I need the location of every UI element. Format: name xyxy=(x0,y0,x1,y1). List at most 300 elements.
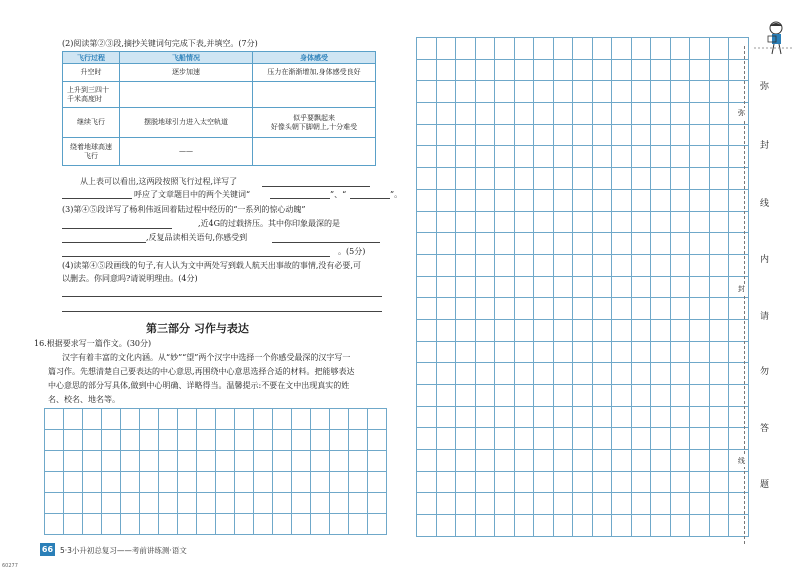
grid-cell[interactable] xyxy=(120,513,140,535)
grid-cell[interactable] xyxy=(310,492,330,514)
grid-cell[interactable] xyxy=(82,408,102,430)
grid-cell[interactable] xyxy=(416,276,437,299)
grid-cell[interactable] xyxy=(455,80,476,103)
grid-cell[interactable] xyxy=(158,450,178,472)
grid-cell[interactable] xyxy=(592,362,613,385)
answer-line[interactable] xyxy=(62,311,382,312)
grid-cell[interactable] xyxy=(689,124,710,147)
grid-cell[interactable] xyxy=(455,211,476,234)
grid-cell[interactable] xyxy=(348,513,368,535)
grid-cell[interactable] xyxy=(533,80,554,103)
grid-cell[interactable] xyxy=(455,406,476,429)
grid-cell[interactable] xyxy=(650,80,671,103)
grid-cell[interactable] xyxy=(272,429,292,451)
grid-cell[interactable] xyxy=(494,232,515,255)
grid-cell[interactable] xyxy=(533,145,554,168)
grid-cell[interactable] xyxy=(494,59,515,82)
grid-cell[interactable] xyxy=(63,471,83,493)
grid-cell[interactable] xyxy=(416,492,437,515)
grid-cell[interactable] xyxy=(139,408,159,430)
grid-cell[interactable] xyxy=(158,408,178,430)
grid-cell[interactable] xyxy=(631,211,652,234)
grid-cell[interactable] xyxy=(436,406,457,429)
grid-cell[interactable] xyxy=(215,471,235,493)
grid-cell[interactable] xyxy=(494,297,515,320)
grid-cell[interactable] xyxy=(533,254,554,277)
grid-cell[interactable] xyxy=(611,514,632,537)
grid-cell[interactable] xyxy=(728,189,749,212)
grid-cell[interactable] xyxy=(689,471,710,494)
grid-cell[interactable] xyxy=(572,37,593,60)
grid-cell[interactable] xyxy=(670,276,691,299)
grid-cell[interactable] xyxy=(177,513,197,535)
grid-cell[interactable] xyxy=(592,341,613,364)
grid-cell[interactable] xyxy=(436,492,457,515)
grid-cell[interactable] xyxy=(367,408,387,430)
grid-cell[interactable] xyxy=(44,513,64,535)
grid-cell[interactable] xyxy=(291,408,311,430)
grid-cell[interactable] xyxy=(533,37,554,60)
grid-cell[interactable] xyxy=(689,276,710,299)
grid-cell[interactable] xyxy=(650,362,671,385)
grid-cell[interactable] xyxy=(689,384,710,407)
grid-cell[interactable] xyxy=(689,211,710,234)
grid-cell[interactable] xyxy=(592,167,613,190)
grid-cell[interactable] xyxy=(709,189,730,212)
grid-cell[interactable] xyxy=(475,297,496,320)
grid-cell[interactable] xyxy=(475,362,496,385)
grid-cell[interactable] xyxy=(494,449,515,472)
grid-cell[interactable] xyxy=(329,513,349,535)
grid-cell[interactable] xyxy=(101,471,121,493)
grid-cell[interactable] xyxy=(553,276,574,299)
grid-cell[interactable] xyxy=(553,362,574,385)
grid-cell[interactable] xyxy=(475,471,496,494)
grid-cell[interactable] xyxy=(611,341,632,364)
grid-cell[interactable] xyxy=(670,59,691,82)
grid-cell[interactable] xyxy=(728,167,749,190)
grid-cell[interactable] xyxy=(455,254,476,277)
grid-cell[interactable] xyxy=(196,471,216,493)
grid-cell[interactable] xyxy=(631,167,652,190)
grid-cell[interactable] xyxy=(272,471,292,493)
grid-cell[interactable] xyxy=(494,384,515,407)
grid-cell[interactable] xyxy=(533,449,554,472)
grid-cell[interactable] xyxy=(592,492,613,515)
grid-cell[interactable] xyxy=(177,471,197,493)
grid-cell[interactable] xyxy=(650,514,671,537)
grid-cell[interactable] xyxy=(215,408,235,430)
grid-cell[interactable] xyxy=(592,232,613,255)
grid-cell[interactable] xyxy=(514,319,535,342)
grid-cell[interactable] xyxy=(670,189,691,212)
grid-cell[interactable] xyxy=(670,167,691,190)
grid-cell[interactable] xyxy=(709,254,730,277)
grid-cell[interactable] xyxy=(310,513,330,535)
grid-cell[interactable] xyxy=(455,145,476,168)
grid-cell[interactable] xyxy=(709,124,730,147)
grid-cell[interactable] xyxy=(553,102,574,125)
grid-cell[interactable] xyxy=(234,492,254,514)
grid-cell[interactable] xyxy=(139,492,159,514)
grid-cell[interactable] xyxy=(553,232,574,255)
grid-cell[interactable] xyxy=(592,37,613,60)
grid-cell[interactable] xyxy=(367,471,387,493)
grid-cell[interactable] xyxy=(177,450,197,472)
grid-cell[interactable] xyxy=(728,427,749,450)
grid-cell[interactable] xyxy=(533,276,554,299)
grid-cell[interactable] xyxy=(592,189,613,212)
grid-cell[interactable] xyxy=(611,406,632,429)
grid-cell[interactable] xyxy=(291,471,311,493)
grid-cell[interactable] xyxy=(631,297,652,320)
grid-cell[interactable] xyxy=(670,232,691,255)
grid-cell[interactable] xyxy=(611,384,632,407)
grid-cell[interactable] xyxy=(455,232,476,255)
grid-cell[interactable] xyxy=(631,232,652,255)
grid-cell[interactable] xyxy=(291,492,311,514)
grid-cell[interactable] xyxy=(329,450,349,472)
grid-cell[interactable] xyxy=(572,427,593,450)
grid-cell[interactable] xyxy=(670,254,691,277)
grid-cell[interactable] xyxy=(670,211,691,234)
grid-cell[interactable] xyxy=(514,145,535,168)
grid-cell[interactable] xyxy=(455,167,476,190)
grid-cell[interactable] xyxy=(611,211,632,234)
grid-cell[interactable] xyxy=(709,319,730,342)
grid-cell[interactable] xyxy=(310,429,330,451)
grid-cell[interactable] xyxy=(592,80,613,103)
grid-cell[interactable] xyxy=(436,362,457,385)
grid-cell[interactable] xyxy=(253,450,273,472)
grid-cell[interactable] xyxy=(709,427,730,450)
grid-cell[interactable] xyxy=(670,492,691,515)
grid-cell[interactable] xyxy=(234,429,254,451)
grid-cell[interactable] xyxy=(514,427,535,450)
grid-cell[interactable] xyxy=(611,449,632,472)
grid-cell[interactable] xyxy=(494,362,515,385)
grid-cell[interactable] xyxy=(514,492,535,515)
writing-grid-right[interactable] xyxy=(416,37,748,536)
grid-cell[interactable] xyxy=(709,59,730,82)
grid-cell[interactable] xyxy=(367,429,387,451)
grid-cell[interactable] xyxy=(553,124,574,147)
grid-cell[interactable] xyxy=(158,513,178,535)
grid-cell[interactable] xyxy=(253,429,273,451)
grid-cell[interactable] xyxy=(689,449,710,472)
grid-cell[interactable] xyxy=(475,514,496,537)
grid-cell[interactable] xyxy=(253,513,273,535)
grid-cell[interactable] xyxy=(455,102,476,125)
grid-cell[interactable] xyxy=(631,384,652,407)
grid-cell[interactable] xyxy=(670,37,691,60)
grid-cell[interactable] xyxy=(177,408,197,430)
grid-cell[interactable] xyxy=(329,408,349,430)
grid-cell[interactable] xyxy=(592,59,613,82)
writing-grid-left[interactable] xyxy=(44,408,386,534)
grid-cell[interactable] xyxy=(436,211,457,234)
grid-cell[interactable] xyxy=(416,189,437,212)
grid-cell[interactable] xyxy=(416,427,437,450)
grid-cell[interactable] xyxy=(272,513,292,535)
grid-cell[interactable] xyxy=(572,102,593,125)
grid-cell[interactable] xyxy=(494,211,515,234)
blank-line[interactable] xyxy=(62,256,330,257)
grid-cell[interactable] xyxy=(631,124,652,147)
grid-cell[interactable] xyxy=(533,471,554,494)
grid-cell[interactable] xyxy=(63,450,83,472)
grid-cell[interactable] xyxy=(436,341,457,364)
grid-cell[interactable] xyxy=(650,167,671,190)
grid-cell[interactable] xyxy=(553,37,574,60)
grid-cell[interactable] xyxy=(611,37,632,60)
grid-cell[interactable] xyxy=(475,124,496,147)
grid-cell[interactable] xyxy=(436,37,457,60)
grid-cell[interactable] xyxy=(177,492,197,514)
grid-cell[interactable] xyxy=(709,514,730,537)
grid-cell[interactable] xyxy=(455,514,476,537)
grid-cell[interactable] xyxy=(82,492,102,514)
grid-cell[interactable] xyxy=(329,492,349,514)
grid-cell[interactable] xyxy=(709,384,730,407)
grid-cell[interactable] xyxy=(611,189,632,212)
grid-cell[interactable] xyxy=(514,124,535,147)
grid-cell[interactable] xyxy=(455,59,476,82)
grid-cell[interactable] xyxy=(436,471,457,494)
grid-cell[interactable] xyxy=(101,450,121,472)
grid-cell[interactable] xyxy=(592,319,613,342)
grid-cell[interactable] xyxy=(253,471,273,493)
grid-cell[interactable] xyxy=(514,37,535,60)
grid-cell[interactable] xyxy=(514,102,535,125)
grid-cell[interactable] xyxy=(670,319,691,342)
grid-cell[interactable] xyxy=(728,406,749,429)
grid-cell[interactable] xyxy=(120,492,140,514)
grid-cell[interactable] xyxy=(611,232,632,255)
grid-cell[interactable] xyxy=(215,492,235,514)
grid-cell[interactable] xyxy=(631,319,652,342)
grid-cell[interactable] xyxy=(650,449,671,472)
grid-cell[interactable] xyxy=(709,232,730,255)
grid-cell[interactable] xyxy=(728,514,749,537)
grid-cell[interactable] xyxy=(196,408,216,430)
grid-cell[interactable] xyxy=(475,189,496,212)
grid-cell[interactable] xyxy=(553,189,574,212)
grid-cell[interactable] xyxy=(670,427,691,450)
grid-cell[interactable] xyxy=(689,341,710,364)
grid-cell[interactable] xyxy=(670,145,691,168)
grid-cell[interactable] xyxy=(592,297,613,320)
grid-cell[interactable] xyxy=(234,408,254,430)
grid-cell[interactable] xyxy=(416,167,437,190)
grid-cell[interactable] xyxy=(650,37,671,60)
grid-cell[interactable] xyxy=(533,341,554,364)
grid-cell[interactable] xyxy=(650,211,671,234)
grid-cell[interactable] xyxy=(158,429,178,451)
grid-cell[interactable] xyxy=(689,232,710,255)
grid-cell[interactable] xyxy=(475,80,496,103)
grid-cell[interactable] xyxy=(533,427,554,450)
grid-cell[interactable] xyxy=(533,514,554,537)
grid-cell[interactable] xyxy=(650,59,671,82)
grid-cell[interactable] xyxy=(475,37,496,60)
grid-cell[interactable] xyxy=(455,124,476,147)
grid-cell[interactable] xyxy=(592,145,613,168)
grid-cell[interactable] xyxy=(455,427,476,450)
grid-cell[interactable] xyxy=(533,319,554,342)
grid-cell[interactable] xyxy=(291,513,311,535)
grid-cell[interactable] xyxy=(670,297,691,320)
grid-cell[interactable] xyxy=(310,408,330,430)
grid-cell[interactable] xyxy=(533,492,554,515)
grid-cell[interactable] xyxy=(514,362,535,385)
grid-cell[interactable] xyxy=(553,471,574,494)
grid-cell[interactable] xyxy=(196,513,216,535)
grid-cell[interactable] xyxy=(253,492,273,514)
grid-cell[interactable] xyxy=(455,492,476,515)
grid-cell[interactable] xyxy=(592,211,613,234)
grid-cell[interactable] xyxy=(436,145,457,168)
grid-cell[interactable] xyxy=(533,406,554,429)
grid-cell[interactable] xyxy=(455,37,476,60)
grid-cell[interactable] xyxy=(709,449,730,472)
grid-cell[interactable] xyxy=(196,492,216,514)
grid-cell[interactable] xyxy=(670,449,691,472)
table-cell[interactable] xyxy=(120,82,253,108)
grid-cell[interactable] xyxy=(553,406,574,429)
grid-cell[interactable] xyxy=(120,429,140,451)
grid-cell[interactable] xyxy=(533,384,554,407)
grid-cell[interactable] xyxy=(572,167,593,190)
grid-cell[interactable] xyxy=(234,471,254,493)
grid-cell[interactable] xyxy=(475,254,496,277)
grid-cell[interactable] xyxy=(553,211,574,234)
grid-cell[interactable] xyxy=(631,449,652,472)
grid-cell[interactable] xyxy=(650,341,671,364)
grid-cell[interactable] xyxy=(63,429,83,451)
grid-cell[interactable] xyxy=(82,471,102,493)
grid-cell[interactable] xyxy=(611,59,632,82)
grid-cell[interactable] xyxy=(234,450,254,472)
grid-cell[interactable] xyxy=(416,406,437,429)
grid-cell[interactable] xyxy=(650,384,671,407)
grid-cell[interactable] xyxy=(82,513,102,535)
grid-cell[interactable] xyxy=(670,514,691,537)
grid-cell[interactable] xyxy=(533,297,554,320)
grid-cell[interactable] xyxy=(670,341,691,364)
grid-cell[interactable] xyxy=(572,406,593,429)
grid-cell[interactable] xyxy=(416,297,437,320)
grid-cell[interactable] xyxy=(234,513,254,535)
blank-line[interactable] xyxy=(62,198,132,199)
grid-cell[interactable] xyxy=(514,276,535,299)
grid-cell[interactable] xyxy=(416,37,437,60)
grid-cell[interactable] xyxy=(494,37,515,60)
grid-cell[interactable] xyxy=(592,427,613,450)
grid-cell[interactable] xyxy=(416,145,437,168)
grid-cell[interactable] xyxy=(670,406,691,429)
grid-cell[interactable] xyxy=(533,232,554,255)
grid-cell[interactable] xyxy=(592,124,613,147)
grid-cell[interactable] xyxy=(494,492,515,515)
grid-cell[interactable] xyxy=(689,102,710,125)
grid-cell[interactable] xyxy=(348,492,368,514)
grid-cell[interactable] xyxy=(689,362,710,385)
grid-cell[interactable] xyxy=(572,492,593,515)
grid-cell[interactable] xyxy=(709,145,730,168)
grid-cell[interactable] xyxy=(709,37,730,60)
blank-line[interactable] xyxy=(62,242,146,243)
grid-cell[interactable] xyxy=(455,319,476,342)
grid-cell[interactable] xyxy=(709,471,730,494)
grid-cell[interactable] xyxy=(553,297,574,320)
grid-cell[interactable] xyxy=(455,471,476,494)
grid-cell[interactable] xyxy=(728,471,749,494)
grid-cell[interactable] xyxy=(689,427,710,450)
grid-cell[interactable] xyxy=(728,492,749,515)
grid-cell[interactable] xyxy=(553,341,574,364)
grid-cell[interactable] xyxy=(533,102,554,125)
grid-cell[interactable] xyxy=(670,124,691,147)
grid-cell[interactable] xyxy=(572,276,593,299)
grid-cell[interactable] xyxy=(416,80,437,103)
grid-cell[interactable] xyxy=(572,59,593,82)
grid-cell[interactable] xyxy=(329,429,349,451)
grid-cell[interactable] xyxy=(436,189,457,212)
grid-cell[interactable] xyxy=(689,406,710,429)
grid-cell[interactable] xyxy=(475,384,496,407)
grid-cell[interactable] xyxy=(196,450,216,472)
grid-cell[interactable] xyxy=(514,341,535,364)
grid-cell[interactable] xyxy=(533,124,554,147)
grid-cell[interactable] xyxy=(611,427,632,450)
grid-cell[interactable] xyxy=(514,449,535,472)
grid-cell[interactable] xyxy=(650,232,671,255)
grid-cell[interactable] xyxy=(348,471,368,493)
grid-cell[interactable] xyxy=(272,450,292,472)
grid-cell[interactable] xyxy=(553,59,574,82)
grid-cell[interactable] xyxy=(553,319,574,342)
grid-cell[interactable] xyxy=(689,319,710,342)
blank-line[interactable] xyxy=(62,228,172,229)
grid-cell[interactable] xyxy=(310,471,330,493)
grid-cell[interactable] xyxy=(416,384,437,407)
grid-cell[interactable] xyxy=(475,211,496,234)
table-cell[interactable] xyxy=(253,138,376,166)
grid-cell[interactable] xyxy=(572,514,593,537)
grid-cell[interactable] xyxy=(416,211,437,234)
grid-cell[interactable] xyxy=(475,319,496,342)
blank-line[interactable] xyxy=(262,186,370,187)
grid-cell[interactable] xyxy=(611,167,632,190)
grid-cell[interactable] xyxy=(44,450,64,472)
grid-cell[interactable] xyxy=(436,59,457,82)
grid-cell[interactable] xyxy=(728,319,749,342)
grid-cell[interactable] xyxy=(367,450,387,472)
grid-cell[interactable] xyxy=(631,254,652,277)
grid-cell[interactable] xyxy=(631,189,652,212)
grid-cell[interactable] xyxy=(475,406,496,429)
grid-cell[interactable] xyxy=(533,189,554,212)
grid-cell[interactable] xyxy=(533,211,554,234)
grid-cell[interactable] xyxy=(436,297,457,320)
grid-cell[interactable] xyxy=(689,59,710,82)
grid-cell[interactable] xyxy=(101,492,121,514)
grid-cell[interactable] xyxy=(709,406,730,429)
grid-cell[interactable] xyxy=(572,319,593,342)
grid-cell[interactable] xyxy=(272,408,292,430)
grid-cell[interactable] xyxy=(475,449,496,472)
